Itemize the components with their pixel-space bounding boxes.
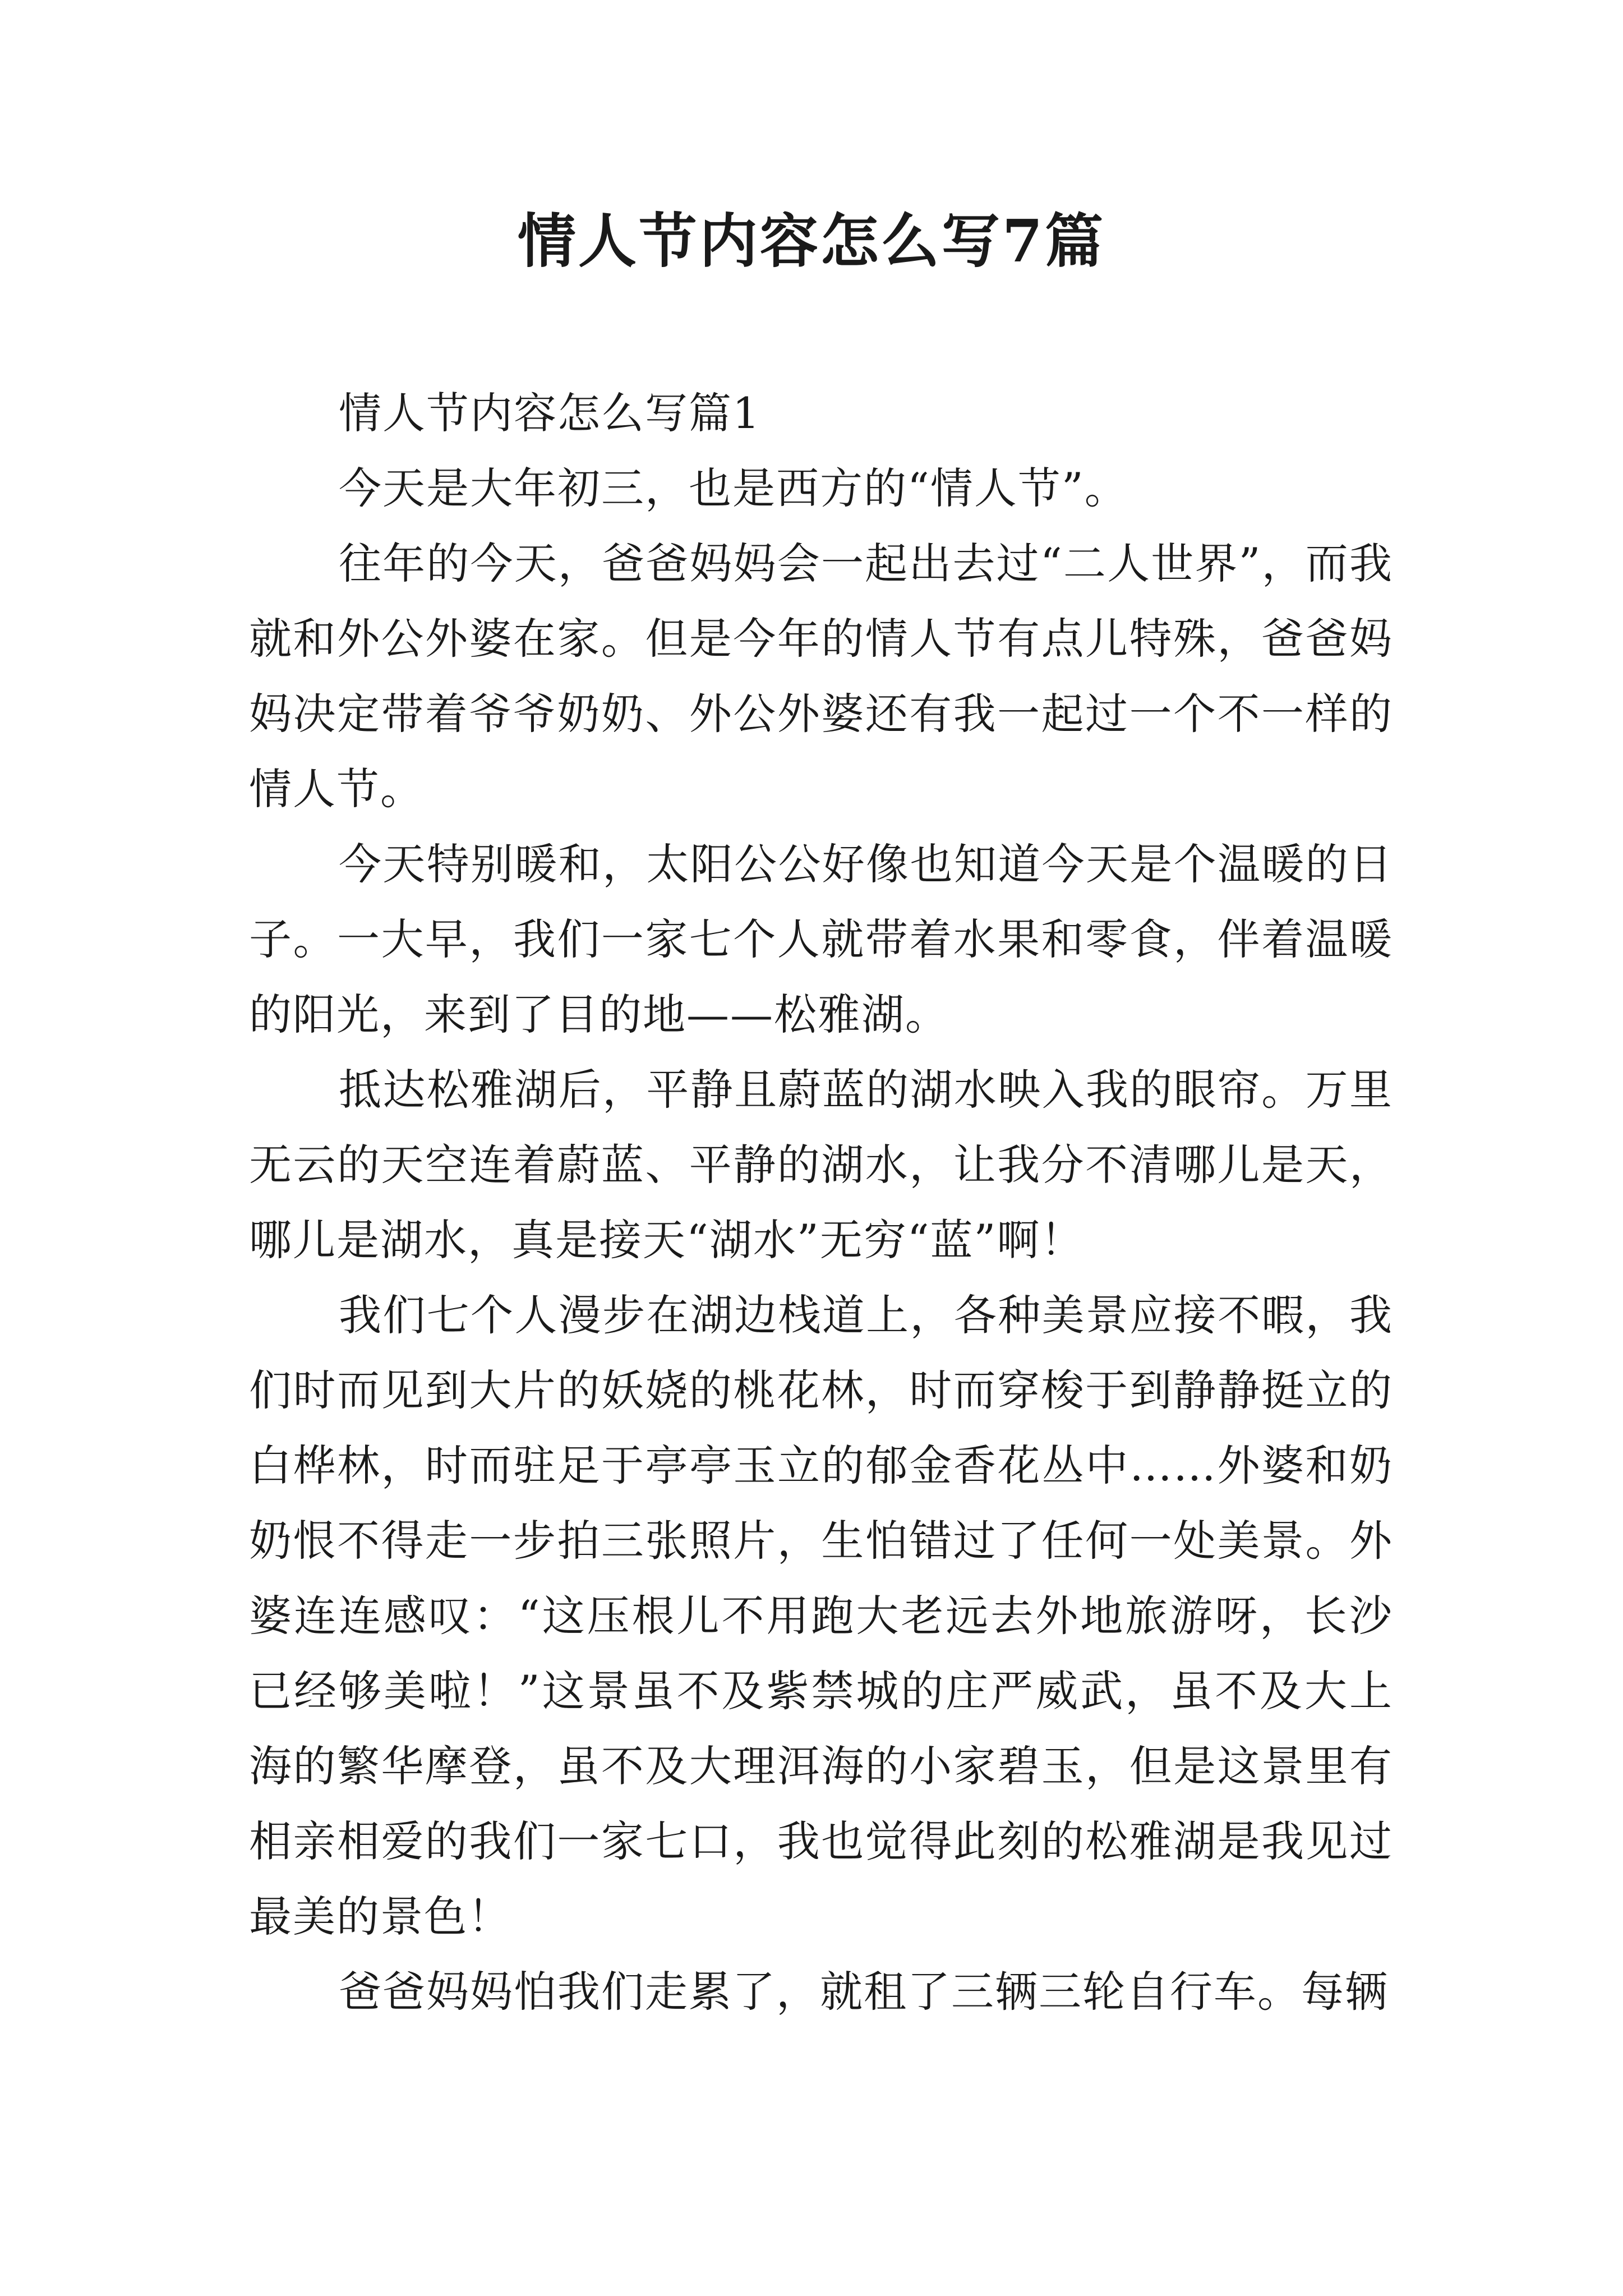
paragraph: 往年的今天，爸爸妈妈会一起出去过“二人世界”，而我就和外公外婆在家。但是今年的情人节有点儿特殊，爸爸妈妈决定带着爷爷奶奶、外公外婆还有我一起过一个不一样的情人节。 (249, 539, 1393, 814)
paragraph: 抵达松雅湖后，平静且蔚蓝的湖水映入我的眼帘。万里无云的天空连着蔚蓝、平静的湖水，让我分不清哪儿是天，哪儿是湖水，真是接天“湖水”无穷“蓝”啊！ (249, 1065, 1393, 1265)
section-heading: 情人节内容怎么写篇1 (339, 388, 761, 438)
paragraph: 今天特别暖和，太阳公公好像也知道今天是个温暖的日子。一大早，我们一家七个人就带着水果和零食，伴着温暖的阳光，来到了目的地——松雅湖。 (249, 839, 1393, 1039)
paragraph: 爸爸妈妈怕我们走累了，就租了三辆三轮自行车。每辆 (339, 1967, 1389, 2017)
paragraph: 我们七个人漫步在湖边栈道上，各种美景应接不暇，我们时而见到大片的妖娆的桃花林，时而穿梭于到静静挺立的白桦林，时而驻足于亭亭玉立的郁金香花丛中……外婆和奶奶恨不得走一步拍三张照片，生怕错过了任何一处美景。外婆连连感叹：“这压根儿不用跑大老远去外地旅游呀，长沙已经够美啦！”这景虽不及紫禁城的庄严威武，虽不及大上海的繁华摩登，虽不及大理洱海的小家碧玉，但是这景里有相亲相爱的我们一家七口，我也觉得此刻的松雅湖是我见过最美的景色！ (249, 1290, 1393, 1941)
paragraph: 今天是大年初三，也是西方的“情人节”。 (339, 463, 1128, 513)
document-title: 情人节内容怎么写7篇 (517, 206, 1106, 275)
document-body (249, 376, 1393, 2030)
